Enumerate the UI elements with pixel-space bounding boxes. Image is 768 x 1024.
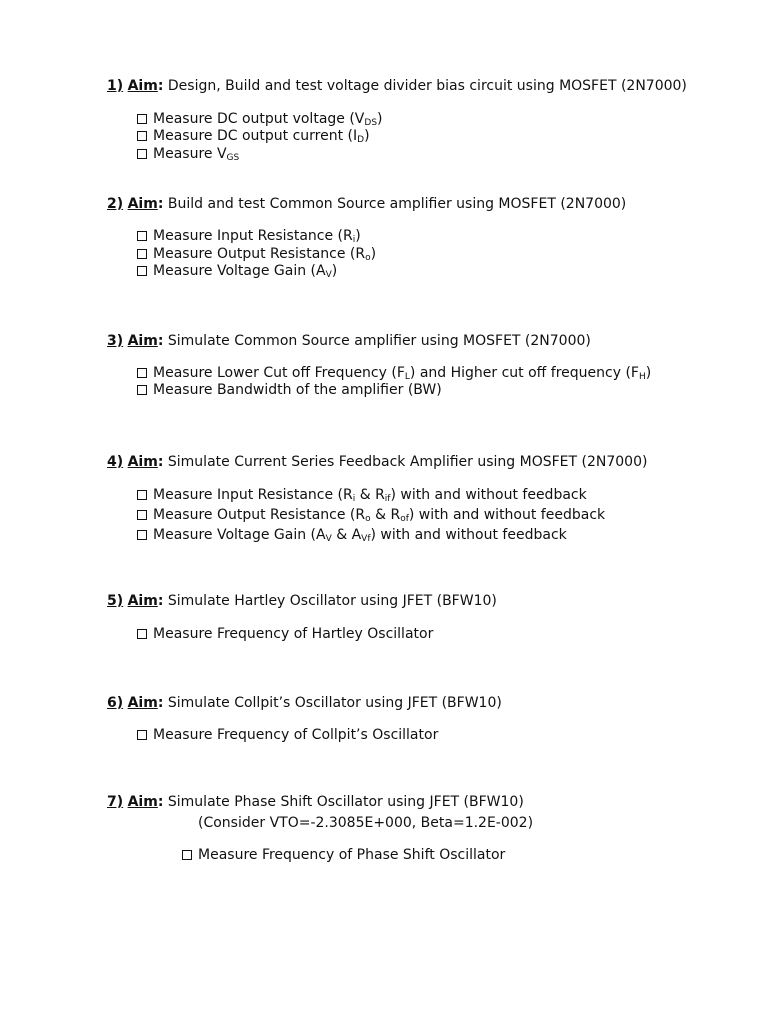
task-item: Measure Input Resistance ($R_i$ & $R_{if}$) with and without feedback	[137, 486, 587, 504]
checkbox-icon	[137, 730, 147, 740]
task-item: Measure Frequency of Collpit’s Oscillator	[137, 726, 438, 744]
aim-text: Simulate Hartley Oscillator using JFET (BFW10)	[167, 593, 497, 609]
aim-text: Build and test Common Source amplifier using MOSFET (2N7000)	[167, 196, 627, 212]
aim-number: 3)	[107, 333, 124, 349]
aim-number: 1)	[107, 78, 124, 94]
aim-heading-2: 2) Aim: Build and test Common Source amplifier using MOSFET (2N7000)	[107, 196, 627, 212]
aim-label: Aim	[127, 593, 158, 609]
aim-label: Aim	[127, 794, 158, 810]
aim-text: Simulate Current Series Feedback Amplifier using MOSFET (2N7000)	[167, 454, 648, 470]
task-item: Measure DC output voltage $(V_{DS})$	[137, 110, 383, 128]
checkbox-icon	[137, 629, 147, 639]
aim-label: Aim	[127, 196, 158, 212]
checkbox-icon	[137, 530, 147, 540]
aim-label: Aim	[127, 333, 158, 349]
checkbox-icon	[137, 131, 147, 141]
aim-text: Simulate Collpit’s Oscillator using JFET (BFW10)	[167, 695, 502, 711]
checkbox-icon	[137, 149, 147, 159]
aim-heading-1: 1) Aim: Design, Build and test voltage divider bias circuit using MOSFET (2N7000)	[107, 78, 687, 94]
aim-text: Simulate Phase Shift Oscillator using JFET (BFW10)	[167, 794, 524, 810]
aim-label: Aim	[127, 78, 158, 94]
aim-heading-4: 4) Aim: Simulate Current Series Feedback Amplifier using MOSFET (2N7000)	[107, 454, 648, 470]
task-item: Measure Frequency of Phase Shift Oscillator	[182, 846, 505, 864]
checkbox-icon	[137, 249, 147, 259]
aim-number: 4)	[107, 454, 124, 470]
aim-number: 5)	[107, 593, 124, 609]
aim-text: Simulate Common Source amplifier using MOSFET (2N7000)	[167, 333, 591, 349]
checkbox-icon	[137, 231, 147, 241]
task-item: Measure Voltage Gain ($A_V$ & $A_{Vf}$) with and without feedback	[137, 526, 567, 544]
aim-label: Aim	[127, 454, 158, 470]
task-item: Measure Output Resistance $(R_o)$	[137, 245, 376, 263]
aim-heading-5: 5) Aim: Simulate Hartley Oscillator using JFET (BFW10)	[107, 593, 497, 609]
checkbox-icon	[137, 510, 147, 520]
checkbox-icon	[137, 368, 147, 378]
checkbox-icon	[137, 385, 147, 395]
task-item: Measure Voltage Gain $(A_V)$	[137, 262, 337, 280]
task-item: Measure $V_{GS}$	[137, 145, 239, 163]
checkbox-icon	[137, 266, 147, 276]
aim-text: Design, Build and test voltage divider bias circuit using MOSFET (2N7000)	[167, 78, 687, 94]
task-item: Measure Lower Cut off Frequency $(F_L)$ and Higher cut off frequency $(F_H)$	[137, 364, 651, 382]
aim-number: 2)	[107, 196, 124, 212]
aim-heading-6: 6) Aim: Simulate Collpit’s Oscillator using JFET (BFW10)	[107, 695, 502, 711]
aim-heading-3: 3) Aim: Simulate Common Source amplifier using MOSFET (2N7000)	[107, 333, 591, 349]
aim-number: 7)	[107, 794, 124, 810]
aim-label: Aim	[127, 695, 158, 711]
aim-heading-7: 7) Aim: Simulate Phase Shift Oscillator using JFET (BFW10)	[107, 794, 524, 810]
task-item: Measure Output Resistance ($R_o$ & $R_{of}$) with and without feedback	[137, 506, 605, 524]
task-item: Measure Input Resistance $(R_i)$	[137, 227, 361, 245]
checkbox-icon	[137, 490, 147, 500]
checkbox-icon	[182, 850, 192, 860]
checkbox-icon	[137, 114, 147, 124]
task-item: Measure Frequency of Hartley Oscillator	[137, 625, 433, 643]
task-item: Measure Bandwidth of the amplifier (BW)	[137, 381, 442, 399]
aim-number: 6)	[107, 695, 124, 711]
task-item: Measure DC output current $(I_D)$	[137, 127, 370, 145]
aim-note: (Consider VTO=-2.3085E+000, Beta=1.2E-002)	[198, 815, 534, 831]
